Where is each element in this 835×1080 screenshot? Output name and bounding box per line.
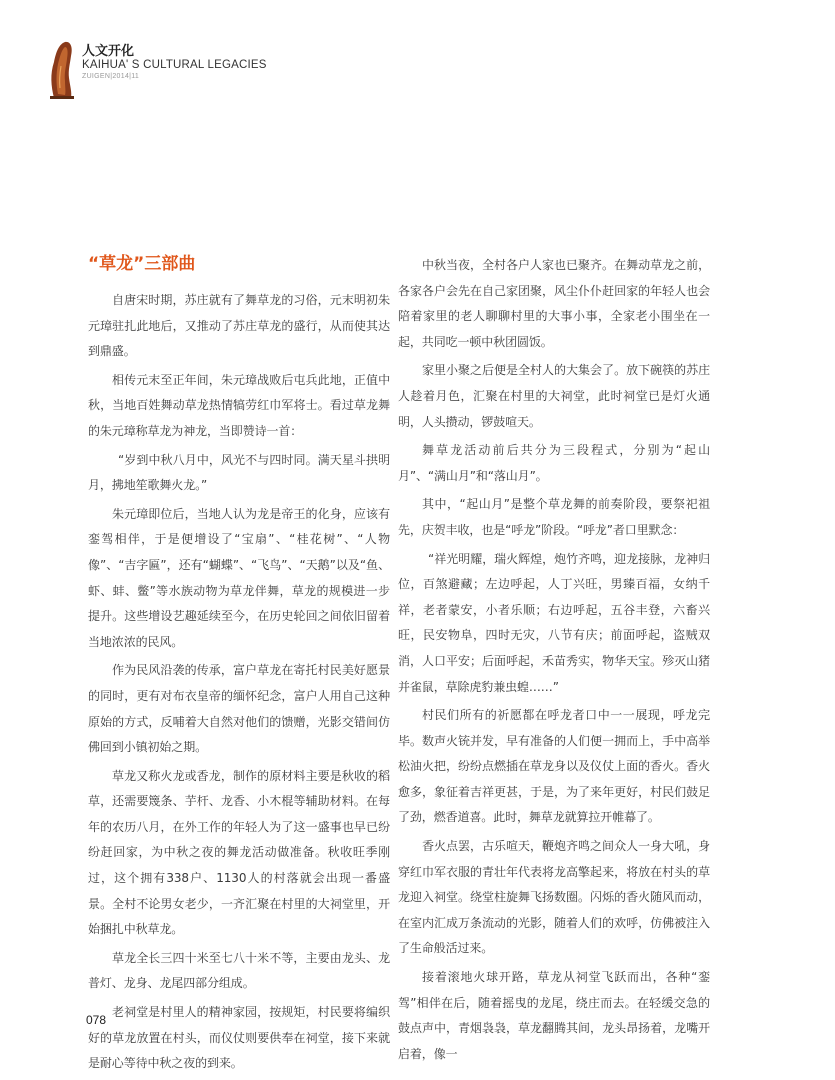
magazine-header — [46, 40, 346, 102]
paragraph: 家里小聚之后便是全村人的大集会了。放下碗筷的苏庄人趁着月色，汇聚在村里的大祠堂，此时祠堂已是灯火通明，人头攒动，锣鼓喧天。 — [398, 363, 710, 429]
paragraph: 舞草龙活动前后共分为三段程式，分别为“起山月”、“满山月”和“落山月”。 — [398, 443, 710, 483]
root-sculpture-logo-icon — [46, 40, 76, 100]
paragraph: 香火点罢，古乐喧天，鞭炮齐鸣之间众人一身大吼，身穿红巾军衣服的青壮年代表将龙高擎起来，将放在村头的草龙迎入祠堂。绕堂柱旋舞飞扬数圈。闪烁的香火随风而动，在室内汇成万条流动的光影，随着人们的欢呼，仿佛被注入了生命般活过来。 — [398, 839, 710, 956]
poem: “岁到中秋八月中，风光不与四时同。满天星斗拱明月，拂地笙歌舞火龙。” — [88, 452, 390, 493]
prayer-chant: “祥光明耀，瑞火辉煌，炮竹齐鸣，迎龙接脉，龙神归位，百煞避藏；左边呼起，人丁兴旺，男臻百福，女纳千祥，老者蒙安，小者乐顺；右边呼起，五谷丰登，六畜兴旺，民安物阜，四时无灾，八节有庆；前面呼起，盗贼双消，人口平安；后面呼起，禾苗秀实，物华天宝。殄灭山猪并雀鼠，草除虎豹兼虫蝗……” — [398, 551, 710, 694]
right-column — [398, 253, 710, 1070]
paragraph: 朱元璋即位后，当地人认为龙是帝王的化身，应该有銮驾相伴，于是便增设了“宝扇”、“桂花树”、“人物像”、“吉字匾”，还有“蝴蝶”、“飞鸟”、“天鹅”以及“鱼、虾、蚌、鳖”等水族动物为草龙伴舞，草龙的规模进一步提升。这些增设艺趣延续至今，在历史轮回之间依旧留着当地浓浓的民风。 — [88, 506, 390, 649]
paragraph: 草龙又称火龙或香龙，制作的原材料主要是秋收的稻草，还需要篾条、芋杆、龙香、小木棍等辅助材料。在每年的农历八月，在外工作的年轻人为了这一盛事也早已纷纷赶回家，为中秋之夜的舞龙活动做准备。秋收旺季刚过，这个拥有338户、1130人的村落就会出现一番盛景。全村不论男女老少，一齐汇聚在村里的大祠堂里，开始捆扎中秋草龙。 — [88, 768, 390, 937]
paragraph: 其中，“起山月”是整个草龙舞的前奏阶段，要祭祀祖先，庆贺丰收，也是“呼龙”阶段。“呼龙”者口里默念： — [398, 497, 710, 537]
column-subtitle: KAIHUA' S CULTURAL LEGACIES — [82, 59, 267, 71]
header-text — [82, 44, 267, 81]
paragraph: 作为民风沿袭的传承，富户草龙在寄托村民美好愿景的同时，更有对布衣皇帝的缅怀纪念，富户人用自己这种原始的方式，反哺着大自然对他们的馈赠，光影交错间仿佛回到小镇初始之期。 — [88, 663, 390, 755]
paragraph: 相传元末至正年间，朱元璋战败后屯兵此地，正值中秋，当地百姓舞动草龙热情犒劳红巾军将士。看过草龙舞的朱元璋称草龙为神龙，当即赞诗一首： — [88, 372, 390, 438]
paragraph: 自唐宋时期，苏庄就有了舞草龙的习俗，元末明初朱元璋驻扎此地后，又推动了苏庄草龙的盛行，从而使其达到鼎盛。 — [88, 293, 390, 359]
paragraph: 村民们所有的祈愿都在呼龙者口中一一展现，呼龙完毕。数声火铳并发，早有准备的人们便一拥而上，手中高举松油火把，纷纷点燃插在草龙身以及仪仗上面的香火。香火愈多，象征着吉祥更甚，于是，为了来年更好，村民们鼓足了劲，燃香道喜。此时，舞草龙就算拉开帷幕了。 — [398, 708, 710, 825]
paragraph: 草龙全长三四十米至七八十米不等，主要由龙头、龙普灯、龙身、龙尾四部分组成。 — [88, 950, 390, 991]
paragraph: 老祠堂是村里人的精神家园，按规矩，村民要将编织好的草龙放置在村头，而仪仗则要供奉在祠堂，接下来就是耐心等待中秋之夜的到来。 — [88, 1005, 390, 1071]
issue-code: ZUIGEN|2014|11 — [82, 73, 140, 80]
paragraph: 中秋当夜，全村各户人家也已聚齐。在舞动草龙之前，各家各户会先在自己家团聚，风尘仆仆赶回家的年轻人也会陪着家里的老人聊聊村里的大事小事，全家老小围坐在一起，共同吃一顿中秋团圆饭。 — [398, 258, 710, 349]
paragraph: 接着滚地火球开路，草龙从祠堂飞跃而出，各种“銮驾”相伴在后，随着摇曳的龙尾，绕庄而去。在轻缓交急的鼓点声中，青烟袅袅，草龙翻腾其间，龙头昂扬着，龙嘴开启着，像一 — [398, 970, 710, 1061]
column-title: 人文开化 — [82, 44, 135, 59]
left-column — [88, 252, 390, 1080]
page-number: 078 — [86, 1013, 107, 1027]
article-title: “草龙”三部曲 — [88, 254, 196, 274]
